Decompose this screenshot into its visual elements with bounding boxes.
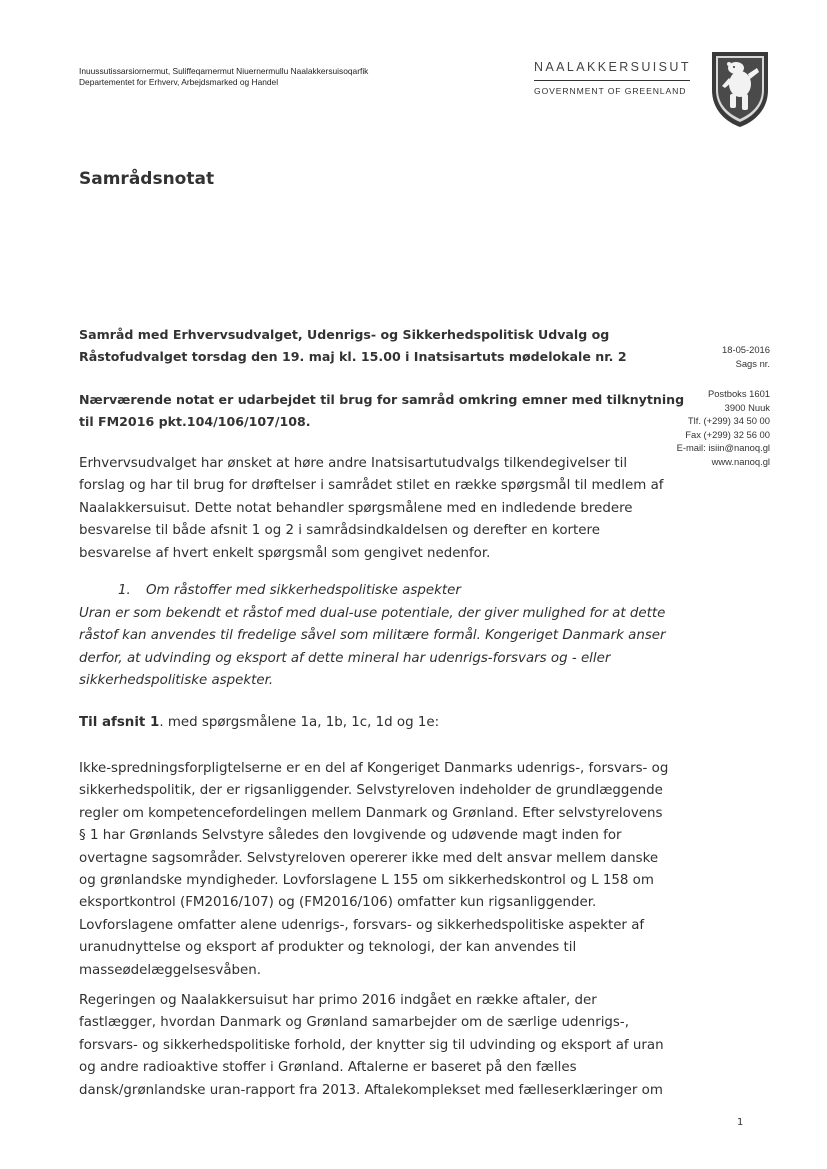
contact-phone: Tlf. (+299) 34 50 00 [687,415,770,426]
subsection-label: Til afsnit 1 [79,715,160,730]
meeting-heading [79,324,639,368]
contact-block [677,387,770,468]
paragraph-line: Erhvervsudvalget har ønsket at høre andre Inatsisartutudvalgs tilkendegivelser til [79,456,628,471]
paragraph-line: og grønlandske myndigheder. Lovforslagene L 155 om sikkerhedskontrol og L 158 om [79,873,654,889]
paragraph-line: forsvars- og sikkerhedspolitiske forhold, der knytter sig til udvinding og eksport af uran [79,1037,664,1053]
section-number: 1. [118,583,131,598]
meeting-line: Samråd med Erhvervsudvalget, Udenrigs- og Sikkerhedspolitisk Udvalg og [79,327,610,342]
paragraph-line: Naalakkersuisut. Dette notat behandler spørgsmålene med en indledende bredere [79,500,633,516]
paragraph-line: uranudnyttelse og eksport af produkter og teknologi, der kan anvendes til [79,940,577,956]
purpose-line: til FM2016 pkt.104/106/107/108. [79,414,311,429]
paragraph-line: besvarelse til både afsnit 1 og 2 i samrådsindkaldelsen og derefter en kortere [79,523,600,539]
government-subtitle: GOVERNMENT OF GREENLAND [534,86,687,96]
page-number: 1 [737,1117,744,1128]
section-title: Om råstoffer med sikkerhedspolitiske aspekter [146,583,461,598]
date-block [722,343,770,370]
department-name-danish: Departementet for Erhverv, Arbejdsmarked og Handel [79,77,279,87]
purpose-line: Nærværende notat er udarbejdet til brug for samråd omkring emner med tilknytning [79,392,685,407]
government-name: NAALAKKERSUISUT [534,60,691,74]
paragraph-line: råstof kan anvendes til fredelige såvel som militære formål. Kongeriget Danmark anser [79,628,666,644]
government-divider [534,80,690,81]
contact-website: www.nanoq.gl [711,455,770,467]
paragraph-line: og andre radioaktive stoffer i Grønland. Aftalerne er baseret på den fælles [79,1060,577,1076]
paragraph-line: derfor, at udvinding og eksport af dette mineral har udenrigs-forsvars og - eller [79,650,611,666]
paragraph-line: masseødelæggelsesvåben. [79,962,262,978]
paragraph-line: Lovforslagene omfatter alene udenrigs-, forsvars- og sikkerhedspolitiske aspekter af [79,917,645,933]
meeting-line: Råstofudvalget torsdag den 19. maj kl. 15.00 i Inatsisartuts mødelokale nr. 2 [79,349,627,364]
paragraph-line: regler om kompetencefordelingen mellem Danmark og Grønland. Efter selvstyrelovens [79,805,663,821]
contact-postbox: Postboks 1601 [707,388,770,399]
coat-of-arms-icon [710,50,770,128]
paragraph-line: Ikke-spredningsforpligtelserne er en del af Kongeriget Danmarks udenrigs-, forsvars- og [79,761,669,776]
paragraph-line: overtagne sagsområder. Selvstyreloven opererer ikke med delt ansvar mellem danske [79,850,659,866]
contact-email: E-mail: isiin@nanoq.gl [676,442,770,453]
body-paragraph [79,990,664,1102]
intro-paragraph [79,453,664,565]
purpose-statement [79,389,685,433]
department-name-greenlandic: Inuussutissarsiornermut, Suliffeqarnermut Niuernermullu Naalakkersuisoqarfik [79,66,369,76]
paragraph-line: forslag og har til brug for drøftelser i samrådet stilet en række spørgsmål til medlem af [79,478,664,494]
paragraph-line: dansk/grønlandske uran-rapport fra 2013. Aftalekomplekset med fælleserklæringer om [79,1082,663,1098]
document-date: 18-05-2016 [722,344,770,355]
paragraph-line: § 1 har Grønlands Selvstyre således den lovgivende og udøvende magt inden for [79,828,622,844]
paragraph-line: sikkerhedspolitiske aspekter. [79,673,274,689]
subsection-heading [79,712,639,734]
case-number-label: Sags nr. [735,357,770,369]
contact-fax: Fax (+299) 32 56 00 [685,428,770,440]
page-title: Samrådsnotat [79,169,215,189]
contact-city: 3900 Nuuk [724,401,770,413]
paragraph-line: Uran er som bekendt et råstof med dual-use potentiale, der giver mulighed for at dette [79,606,666,621]
paragraph-line: fastlægger, hvordan Danmark og Grønland samarbejder om de særlige udenrigs-, [79,1015,629,1031]
department-header [79,66,368,88]
paragraph-line: eksportkontrol (FM2016/107) og (FM2016/106) omfatter kun rigsanliggender. [79,895,597,911]
subsection-text: . med spørgsmålene 1a, 1b, 1c, 1d og 1e: [159,715,440,730]
section-heading [118,583,461,598]
body-paragraph [79,758,669,982]
paragraph-line: besvarelse af hvert enkelt spørgsmål som gengivet nedenfor. [79,545,491,561]
paragraph-line: Regeringen og Naalakkersuisut har primo 2016 indgået en række aftaler, der [79,993,597,1008]
section-intro-paragraph [79,603,666,693]
paragraph-line: sikkerhedspolitik, der er rigsanliggender. Selvstyreloven indeholder de grundlæggende [79,783,663,799]
